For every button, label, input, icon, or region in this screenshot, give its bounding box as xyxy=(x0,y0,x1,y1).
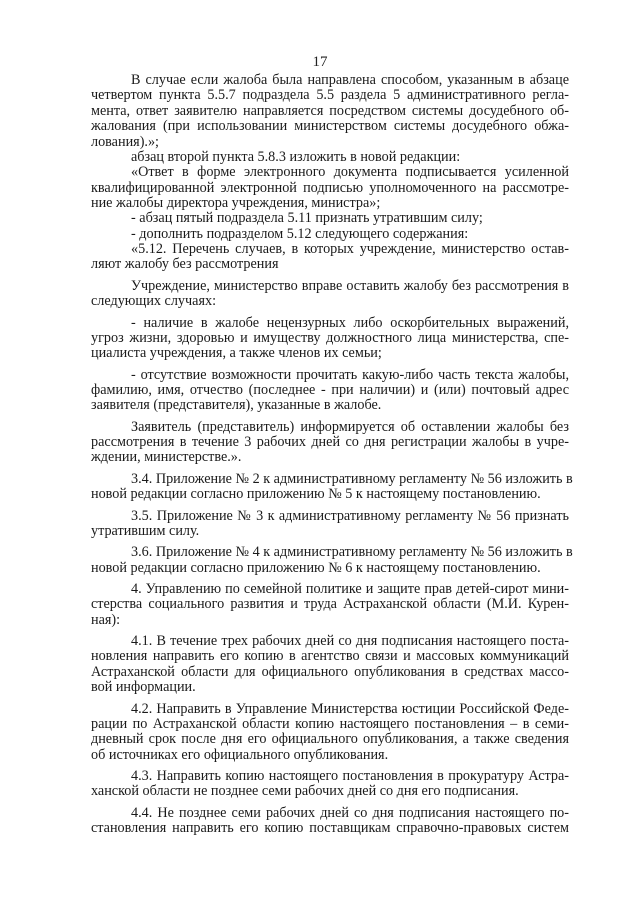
page-number: 17 xyxy=(312,54,328,70)
text-line: Астраханской области для официального опубликования в средствах массо- xyxy=(91,663,569,680)
text-line: рассмотрения в течение 3 рабочих дней со дня регистрации жалобы в учре- xyxy=(91,434,569,450)
text-line: вой информации. xyxy=(91,679,196,696)
text-line: 3.4. Приложение № 2 к административному регламенту № 56 изложить в xyxy=(131,470,573,487)
text-line: становления направить его копию поставщикам справочно-правовых систем xyxy=(91,820,569,836)
text-line: Учреждение, министерство вправе оставить жалобу без рассмотрения в xyxy=(131,277,569,294)
text-line: квалифицированной электронной подписью уполномоченного на рассмотре- xyxy=(91,179,569,196)
text-line: ние жалобы директора учреждения, министра»; xyxy=(91,195,381,211)
text-line: 3.5. Приложение № 3 к административному регламенту № 56 признать xyxy=(131,507,569,524)
text-line: лования).»; xyxy=(91,133,160,150)
text-line: циалиста учреждения, а также членов их семьи; xyxy=(91,345,382,362)
text-line: абзац второй пункта 5.8.3 изложить в новой редакции: xyxy=(131,148,461,165)
text-line: В случае если жалоба была направлена способом, указанным в абзаце xyxy=(131,72,569,88)
text-line: новления направить его копию в агентство связи и массовых коммуникаций xyxy=(91,648,569,665)
text-line: «Ответ в форме электронного документа подписывается усиленной xyxy=(131,164,569,181)
text-line: стерства социального развития и труда Астраханской области (М.И. Курен- xyxy=(91,596,569,613)
text-line: Заявитель (представитель) информируется об оставлении жалобы без xyxy=(131,418,569,435)
text-line: новой редакции согласно приложению № 6 к настоящему постановлению. xyxy=(91,559,541,576)
text-line: следующих случаях: xyxy=(91,293,217,310)
text-line: ляют жалобу без рассмотрения xyxy=(91,256,279,273)
text-line: ная): xyxy=(91,611,121,628)
text-line: фамилию, имя, отчество (последнее - при наличии) и (или) почтовый адрес xyxy=(91,382,569,398)
text-line: «5.12. Перечень случаев, в которых учреждение, министерство остав- xyxy=(131,241,569,258)
text-line: заявителя (представителя), указанные в жалобе. xyxy=(91,397,382,414)
text-line: 4.4. Не позднее семи рабочих дней со дня подписания настоящего по- xyxy=(131,804,569,821)
text-line: рации по Астраханской области копию настоящего постановления – в семи- xyxy=(91,715,569,732)
text-line: 4.1. В течение трех рабочих дней со дня подписания настоящего поста- xyxy=(131,633,569,649)
text-line: 4. Управлению по семейной политике и защите прав детей-сирот мини- xyxy=(131,580,569,597)
text-line: 4.3. Направить копию настоящего постановления в прокуратуру Астра- xyxy=(131,767,569,784)
text-line: мента, ответ заявителю направляется посредством системы досудебного об- xyxy=(91,102,569,119)
text-line: четвертом пункта 5.5.7 подраздела 5.5 раздела 5 административного регла- xyxy=(91,87,569,104)
text-line: ждении, министерстве.». xyxy=(91,449,242,466)
text-line: утратившим силу. xyxy=(91,522,200,539)
text-line: - дополнить подразделом 5.12 следующего содержания: xyxy=(131,225,469,242)
text-line: ханской области не позднее семи рабочих дней со дня его подписания. xyxy=(91,783,519,800)
text-line: новой редакции согласно приложению № 5 к настоящему постановлению. xyxy=(91,486,541,503)
text-line: жалования (при использовании министерством системы досудебного обжа- xyxy=(91,118,569,135)
text-line: угроз жизни, здоровью и имуществу должностного лица министерства, спе- xyxy=(91,329,569,346)
text-line: дневный срок после дня его официального опубликования, а также сведения xyxy=(91,731,569,748)
text-line: - наличие в жалобе нецензурных либо оскорбительных выражений, xyxy=(131,314,569,331)
text-line: - абзац пятый подраздела 5.11 признать утратившим силу; xyxy=(131,210,483,227)
text-line: 3.6. Приложение № 4 к административному регламенту № 56 изложить в xyxy=(131,544,573,561)
text-line: - отсутствие возможности прочитать какую-либо часть текста жалобы, xyxy=(131,366,569,383)
text-line: об источниках его официального опубликования. xyxy=(91,746,389,763)
text-line: 4.2. Направить в Управление Министерства юстиции Российской Феде- xyxy=(131,700,569,717)
